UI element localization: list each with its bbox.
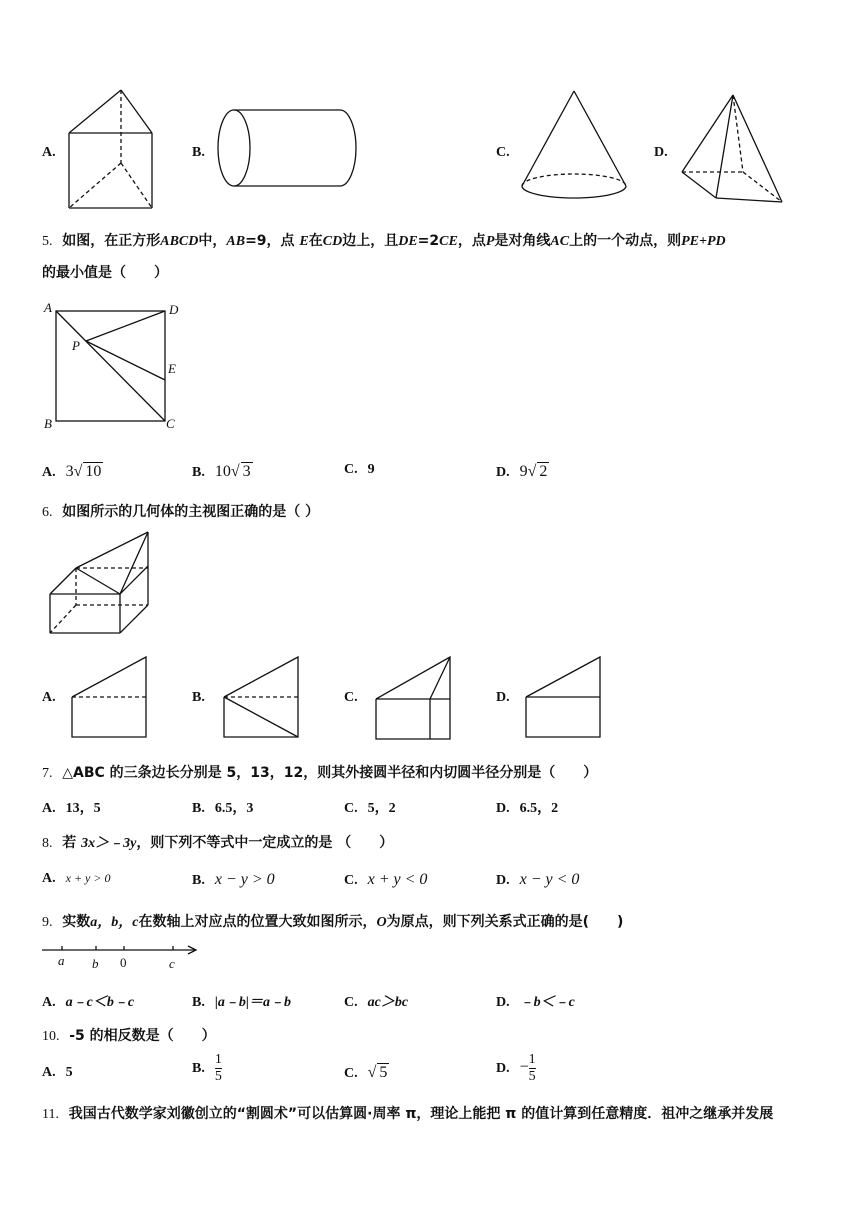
q5-label-c: C — [166, 416, 175, 431]
q6-figure-a — [70, 655, 150, 740]
q6-option-a-label[interactable]: A. — [42, 690, 56, 705]
q7-option-c[interactable]: C. 5，2 — [344, 801, 396, 816]
q10-option-b[interactable]: B. $\frac{1}{5}$ — [192, 1052, 222, 1084]
q11-stem: 11. 我国古代数学家刘徽创立的“割圆术”可以估算圆·周率 π，理论上能把 π 的值计算到任意精度．祖冲之继承并发展 — [42, 1106, 774, 1122]
q4-figure-b-cylinder — [216, 108, 356, 190]
q4-option-b-label: B. — [192, 145, 205, 160]
q6-figure-b — [222, 655, 302, 740]
q6-stem: 6. 如图所示的几何体的主视图正确的是（ ） — [42, 504, 320, 520]
q5-label-b: B — [44, 416, 52, 431]
q9-label-c: c — [169, 956, 175, 971]
q6-figure-c — [374, 655, 454, 740]
q10-stem: 10. -5 的相反数是（ ） — [42, 1028, 216, 1044]
q5-label-d: D — [169, 302, 179, 317]
q5-option-a[interactable]: A. 3√ 10 — [42, 463, 102, 480]
q5-square-figure — [42, 300, 187, 435]
q5-label-a: A — [44, 300, 52, 315]
q5-label-p: P — [72, 338, 80, 353]
q8-option-c[interactable]: C. x + y < 0 — [344, 871, 428, 888]
q5-stem-line2: 的最小值是（ ） — [42, 265, 168, 281]
q10-option-c[interactable]: C. √ 5 — [344, 1064, 388, 1081]
q6-option-d-label[interactable]: D. — [496, 690, 510, 705]
q4-option-c-label: C. — [496, 145, 510, 160]
q5-option-b[interactable]: B. 10√ 3 — [192, 463, 251, 480]
q7-stem: 7. △ABC 的三条边长分别是 5，13，12，则其外接圆半径和内切圆半径分别是（ ） — [42, 765, 598, 781]
q9-option-b[interactable]: B. |a﹣b|＝a﹣b — [192, 995, 292, 1010]
q4-figure-d-pyramid — [678, 92, 788, 207]
q7-option-d[interactable]: D. 6.5，2 — [496, 801, 559, 816]
q4-figure-c-cone — [518, 88, 630, 206]
q9-label-zero: 0 — [120, 955, 127, 970]
q6-option-b-label[interactable]: B. — [192, 690, 205, 705]
q9-number-line — [40, 940, 200, 975]
q6-figure-d — [524, 655, 604, 740]
q9-option-d[interactable]: D. ﹣b＜﹣c — [496, 995, 575, 1010]
q10-option-a[interactable]: A. 5 — [42, 1065, 73, 1080]
q8-option-b[interactable]: B. x − y > 0 — [192, 871, 275, 888]
q4-figure-a-triangular-prism — [64, 88, 159, 212]
q9-option-c[interactable]: C. ac＞bc — [344, 995, 409, 1010]
q8-stem: 8. 若 3x＞﹣3y，则下列不等式中一定成立的是 （ ） — [42, 835, 394, 851]
q7-option-b[interactable]: B. 6.5，3 — [192, 801, 254, 816]
q6-option-c-label[interactable]: C. — [344, 690, 358, 705]
q10-option-d[interactable]: D. − $\frac{1}{5}$ — [496, 1052, 536, 1084]
q9-label-a: a — [58, 953, 65, 968]
q4-option-d-label: D. — [654, 145, 668, 160]
q9-label-b: b — [92, 956, 99, 971]
q5-label-e: E — [168, 361, 176, 376]
q5-stem-line1: 5. 如图，在正方形ABCD中，AB=9，点 E在CD边上，且DE=2CE，点P是对角线AC上的一个动点，则PE+PD — [42, 233, 726, 249]
q4-option-a-label: A. — [42, 145, 56, 160]
q7-option-a[interactable]: A. 13，5 — [42, 801, 101, 816]
q5-option-d[interactable]: D. 9√ 2 — [496, 463, 548, 480]
q6-solid-figure — [48, 530, 156, 638]
q9-stem: 9. 实数a，b，c在数轴上对应点的位置大致如图所示，O为原点，则下列关系式正确的是( ) — [42, 914, 624, 930]
q9-option-a[interactable]: A. a﹣c＜b﹣c — [42, 995, 135, 1010]
q8-option-d[interactable]: D. x − y < 0 — [496, 871, 580, 888]
q8-option-a[interactable]: A. x + y > 0 — [42, 871, 111, 886]
q5-option-c[interactable]: C. 9 — [344, 462, 375, 477]
